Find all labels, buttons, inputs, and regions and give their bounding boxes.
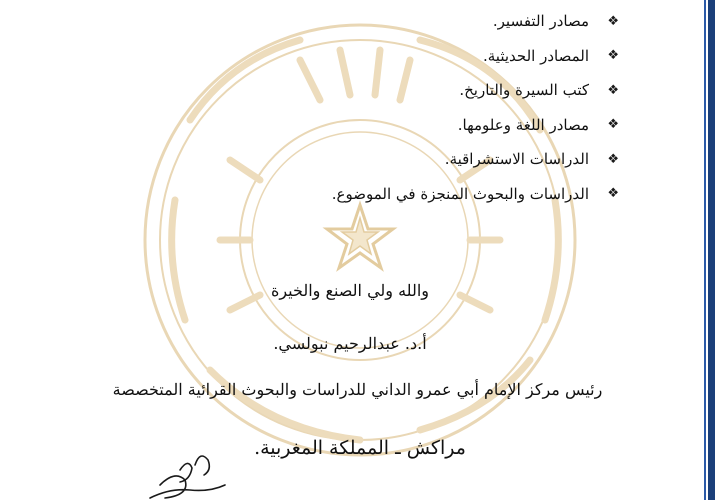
page-border-right-inner [704,0,706,500]
sources-list [199,4,619,211]
list-item [199,73,619,108]
closing-invocation: والله ولي الصنع والخيرة [270,281,430,300]
list-item [199,39,619,74]
list-item [199,142,619,177]
diamond-bullet-icon: ❖ [607,117,619,133]
diamond-bullet-icon: ❖ [607,186,619,202]
list-item-text: كتب السيرة والتاريخ. [459,81,589,100]
list-item-text: الدراسات والبحوث المنجزة في الموضوع. [331,184,589,203]
author-name: أ.د. عبدالرحيم نبولسي. [273,334,427,353]
diamond-bullet-icon: ❖ [607,13,619,29]
list-item-text: المصادر الحديثية. [482,46,589,65]
diamond-bullet-icon: ❖ [607,82,619,98]
diamond-bullet-icon: ❖ [607,151,619,167]
list-item [199,4,619,39]
page-border-right [708,0,715,500]
location: مراكش ـ المملكة المغربية. [254,437,466,459]
author-role: رئيس مركز الإمام أبي عمرو الداني للدراسات والبحوث القرائية المتخصصة [112,380,603,399]
handwritten-signature [120,440,230,500]
list-item-text: مصادر التفسير. [492,12,589,31]
diamond-bullet-icon: ❖ [607,48,619,64]
list-item [199,108,619,143]
list-item [199,177,619,212]
list-item-text: الدراسات الاستشراقية. [444,150,589,169]
list-item-text: مصادر اللغة وعلومها. [457,115,589,134]
